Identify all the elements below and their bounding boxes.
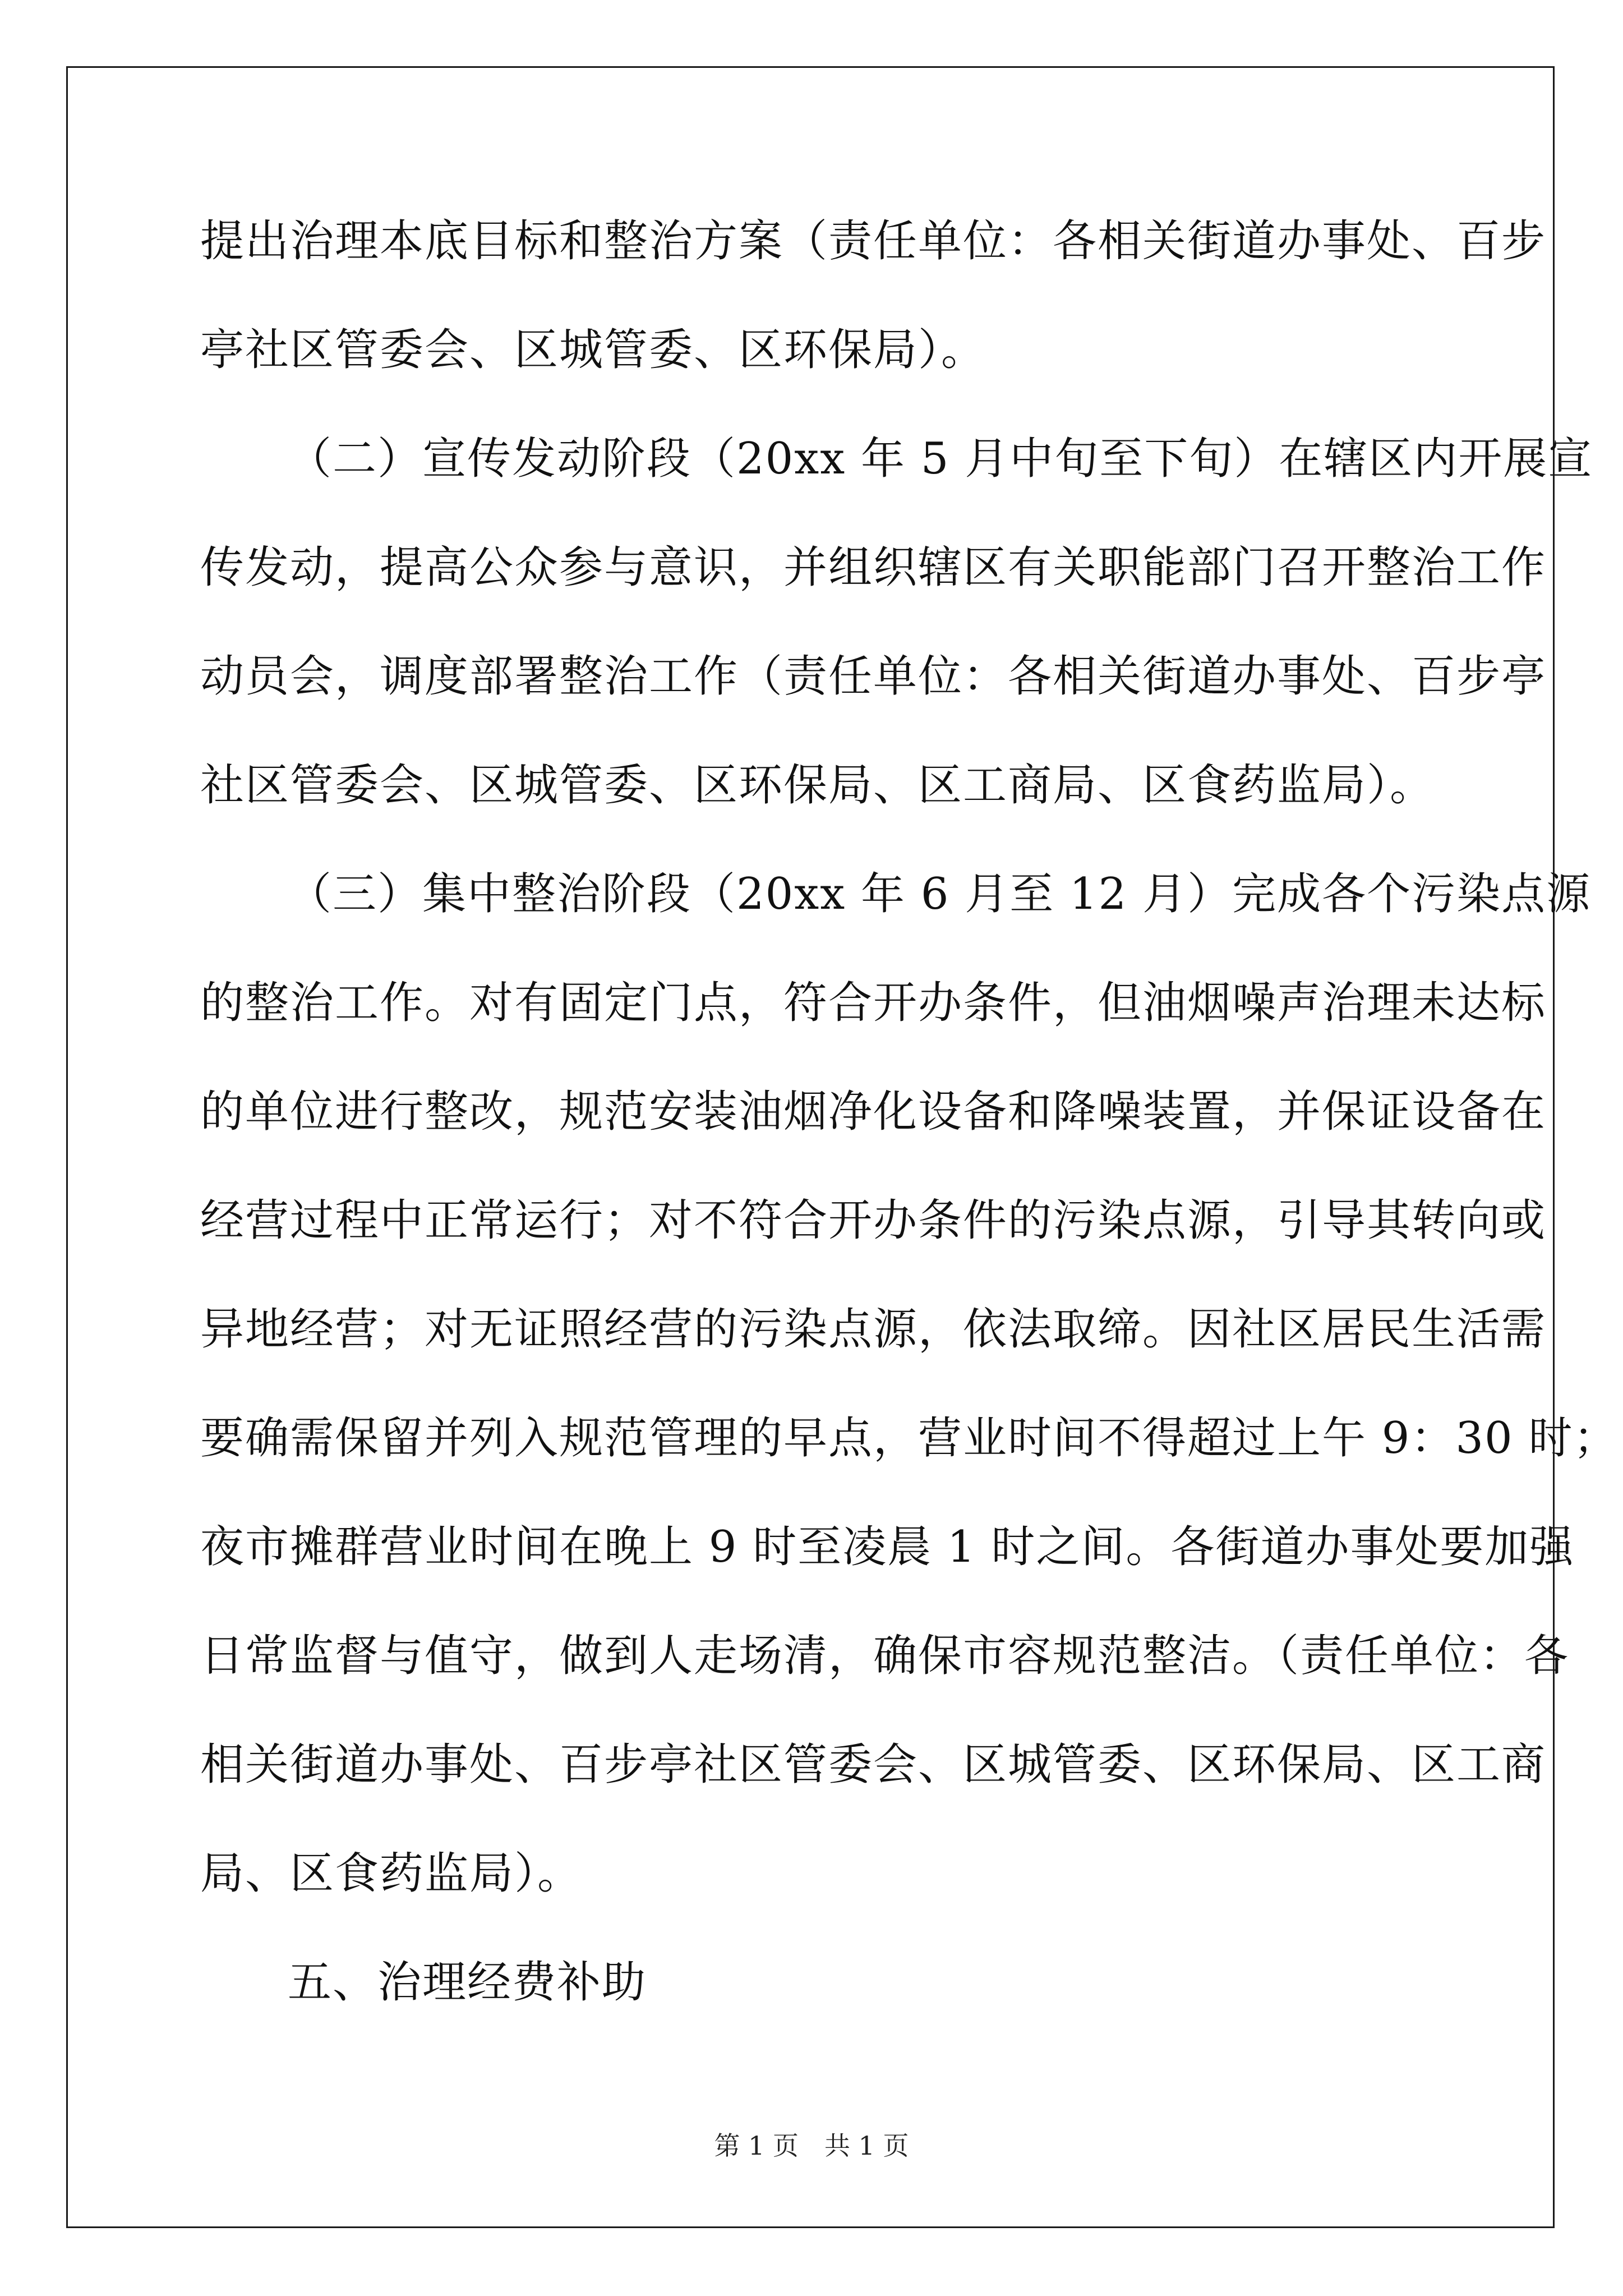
paragraph-line: 相关街道办事处、百步亭社区管委会、区城管委、区环保局、区工商	[200, 1740, 1547, 1790]
paragraph-line: 亭社区管委会、区城管委、区环保局）。	[200, 325, 986, 375]
paragraph-line: 提出治理本底目标和整治方案（责任单位：各相关街道办事处、百步	[200, 216, 1547, 266]
paragraph-line: 传发动，提高公众参与意识，并组织辖区有关职能部门召开整治工作	[200, 542, 1547, 593]
paragraph-line: 社区管委会、区城管委、区环保局、区工商局、区食药监局）。	[200, 760, 1435, 811]
paragraph-line: 要确需保留并列入规范管理的早点，营业时间不得超过上午 9：30 时；	[200, 1413, 1619, 1464]
paragraph-line: 动员会，调度部署整治工作（责任单位：各相关街道办事处、百步亭	[200, 651, 1547, 702]
paragraph-line: 的单位进行整改，规范安装油烟净化设备和降噪装置，并保证设备在	[200, 1087, 1547, 1137]
paragraph-line: 日常监督与值守，做到人走场清，确保市容规范整洁。（责任单位：各	[200, 1631, 1570, 1681]
paragraph-line: 异地经营；对无证照经营的污染点源，依法取缔。因社区居民生活需	[200, 1304, 1547, 1355]
paragraph-line: 夜市摊群营业时间在晚上 9 时至凌晨 1 时之间。各街道办事处要加强	[200, 1522, 1575, 1572]
paragraph-line: 经营过程中正常运行；对不符合开办条件的污染点源，引导其转向或	[200, 1195, 1547, 1246]
paragraph-line: （二）宣传发动阶段（20xx 年 5 月中旬至下旬）在辖区内开展宣	[288, 434, 1593, 484]
paragraph-line: 的整治工作。对有固定门点，符合开办条件，但油烟噪声治理未达标	[200, 978, 1547, 1028]
document-body	[200, 213, 1619, 2063]
page-number-footer: 第 1 页 共 1 页	[714, 2131, 909, 2161]
paragraph-line: 局、区食药监局）。	[200, 1848, 583, 1899]
section-heading: 五、治理经费补助	[288, 1957, 647, 2008]
paragraph-line: （三）集中整治阶段（20xx 年 6 月至 12 月）完成各个污染点源	[288, 869, 1592, 919]
